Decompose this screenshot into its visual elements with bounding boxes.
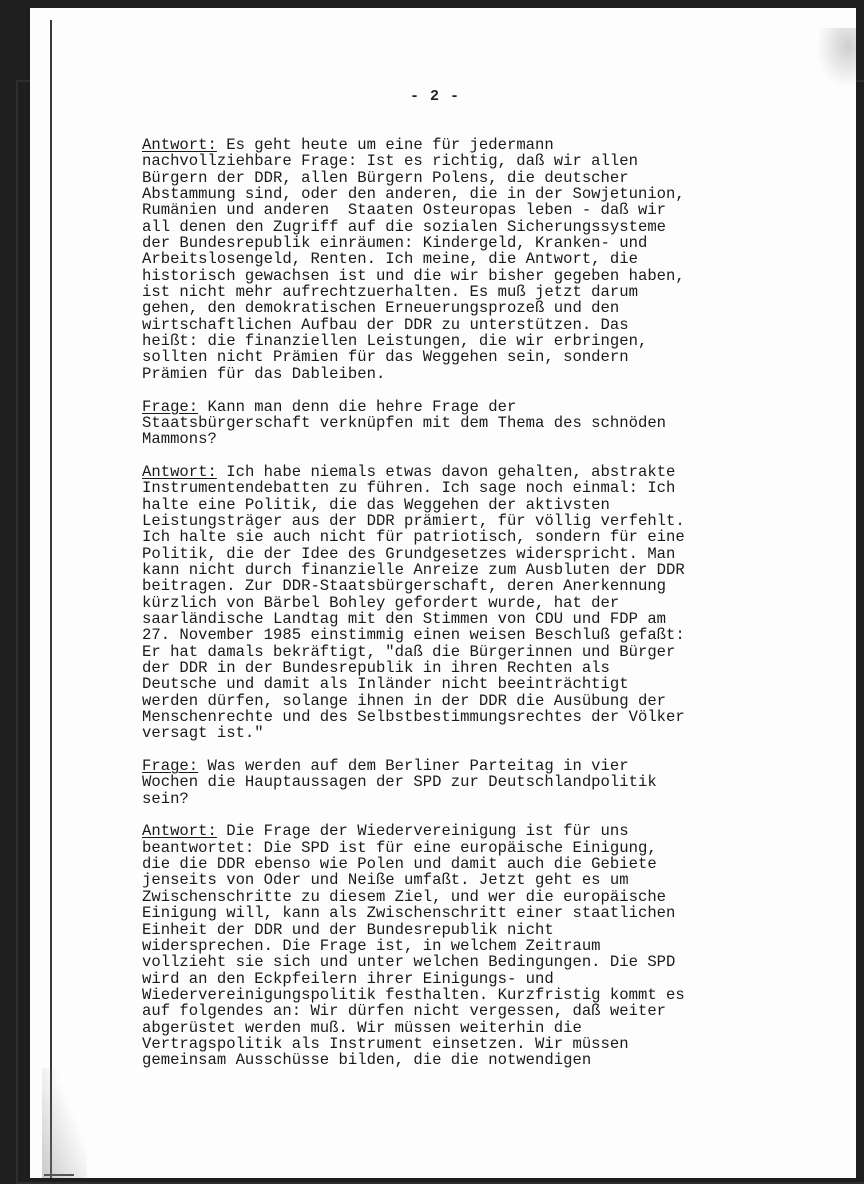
text-line: wirtschaftlichen Aufbau der DDR zu unterstützen. Das xyxy=(142,315,629,334)
text-line: 27. November 1985 einstimmig einen weisen Beschluß gefaßt: xyxy=(142,626,685,645)
answer-label: Antwort: xyxy=(142,136,217,154)
line-text: Kann man denn die hehre Frage der xyxy=(198,397,517,416)
text-line: Menschenrechte und des Selbstbestimmungsrechtes der Völker xyxy=(142,708,685,727)
text-line: heißt: die finanziellen Leistungen, die wir erbringen, xyxy=(142,332,648,351)
text-line xyxy=(142,464,782,480)
question-block xyxy=(142,758,782,807)
text-line xyxy=(142,758,782,774)
text-line: gehen, den demokratischen Erneuerungsprozeß und den xyxy=(142,299,620,318)
text-line: Rumänien und anderen Staaten Osteuropas leben - daß wir xyxy=(142,201,667,220)
line-text: Was werden auf dem Berliner Parteitag in vier xyxy=(198,757,629,776)
text-line: sein? xyxy=(142,789,189,808)
text-line: nachvollziehbare Frage: Ist es richtig, daß wir allen xyxy=(142,152,638,171)
page-number: - 2 - xyxy=(410,88,461,105)
text-line: der DDR in der Bundesrepublik in ihren Rechten als xyxy=(142,659,610,677)
text-line: Wiedervereinigungspolitik festhalten. Kurzfristig kommt es xyxy=(142,985,685,1004)
line-text: Es geht heute um eine für jedermann xyxy=(216,136,554,154)
text-line: Instrumentendebatten zu führen. Ich sage noch einmal: Ich xyxy=(142,479,676,498)
text-line: Er hat damals bekräftigt, "daß die Bürgerinnen und Bürger xyxy=(142,642,676,661)
text-line: widersprechen. Die Frage ist, in welchem Zeitraum xyxy=(142,936,601,955)
document-page xyxy=(30,8,856,1178)
text-line: Einheit der DDR und der Bundesrepublik nicht xyxy=(142,920,554,939)
text-line xyxy=(142,399,782,415)
margin-rule xyxy=(50,20,52,1178)
text-line: der Bundesrepublik einräumen: Kindergeld, Kranken- und xyxy=(142,234,648,253)
text-line: Arbeitslosengeld, Renten. Ich meine, die Antwort, die xyxy=(142,250,638,269)
answer-label: Antwort: xyxy=(142,462,217,481)
text-line: jenseits von Oder und Neiße umfaßt. Jetzt geht es um xyxy=(142,871,629,890)
question-label: Frage: xyxy=(142,397,199,416)
text-line: sollten nicht Prämien für das Weggehen sein, sondern xyxy=(142,348,629,367)
answer-block xyxy=(142,464,782,742)
answer-block xyxy=(142,137,782,382)
text-line: Bürgern der DDR, allen Bürgern Polens, die deutscher xyxy=(142,168,629,187)
text-line: kürzlich von Bärbel Bohley gefordert wurde, hat der xyxy=(142,593,620,612)
text-line: all denen den Zugriff auf die sozialen Sicherungssysteme xyxy=(142,217,667,236)
text-line: Deutsche und damit als Inländer nicht beeinträchtigt xyxy=(142,675,629,694)
text-line: Staatsbürgerschaft verknüpfen mit dem Thema des schnöden xyxy=(142,413,667,432)
text-line: Abstammung sind, oder den anderen, die in der Sowjetunion, xyxy=(142,185,685,204)
line-text: Die Frage der Wiedervereinigung ist für uns xyxy=(216,822,629,841)
text-line: beitragen. Zur DDR-Staatsbürgerschaft, deren Anerkennung xyxy=(142,577,667,596)
line-text: Ich habe niemals etwas davon gehalten, abstrakte xyxy=(216,462,676,481)
answer-block xyxy=(142,823,782,1068)
text-line: versagt ist." xyxy=(142,724,264,743)
text-line: die die DDR ebenso wie Polen und damit auch die Gebiete xyxy=(142,855,657,874)
text-line: gemeinsam Ausschüsse bilden, die die notwendigen xyxy=(142,1051,592,1070)
answer-label: Antwort: xyxy=(142,822,217,841)
text-line: kann nicht durch finanzielle Anreize zum Ausbluten der DDR xyxy=(142,560,685,579)
text-line: historisch gewachsen ist und die wir bisher gegeben haben, xyxy=(142,266,685,285)
question-block xyxy=(142,399,782,448)
text-line: Politik, die der Idee des Grundgesetzes widerspricht. Man xyxy=(142,544,676,563)
text-line: abgerüstet werden muß. Wir müssen weiterhin die xyxy=(142,1018,582,1037)
document-body xyxy=(142,137,782,1085)
text-line: Prämien für das Dableiben. xyxy=(142,364,386,383)
text-line: Einigung will, kann als Zwischenschritt einer staatlichen xyxy=(142,904,676,923)
text-line: Vertragspolitik als Instrument einsetzen. Wir müssen xyxy=(142,1034,629,1053)
text-line: beantwortet: Die SPD ist für eine europäische Einigung, xyxy=(142,838,657,857)
question-label: Frage: xyxy=(142,757,199,776)
text-line: halte eine Politik, die das Weggehen der aktivsten xyxy=(142,495,610,514)
text-line xyxy=(142,137,782,153)
text-line: Mammons? xyxy=(142,430,217,449)
text-line: auf folgendes an: Wir dürfen nicht vergessen, daß weiter xyxy=(142,1002,667,1021)
text-line: wird an den Eckpfeilern ihrer Einigungs- und xyxy=(142,969,554,988)
text-line: Wochen die Hauptaussagen der SPD zur Deutschlandpolitik xyxy=(142,773,657,792)
scan-edge-mark xyxy=(44,1174,74,1176)
scan-noise-bottom-left xyxy=(42,1068,87,1178)
text-line: vollzieht sie sich und unter welchen Bedingungen. Die SPD xyxy=(142,953,676,972)
text-line: ist nicht mehr aufrechtzuerhalten. Es muß jetzt darum xyxy=(142,283,638,302)
text-line: Ich halte sie auch nicht für patriotisch, sondern für eine xyxy=(142,528,685,547)
text-line: saarländische Landtag mit den Stimmen von CDU und FDP am xyxy=(142,609,667,628)
text-line: Zwischenschritte zu diesem Ziel, und wer die europäische xyxy=(142,887,667,906)
text-line: werden dürfen, solange ihnen in der DDR die Ausübung der xyxy=(142,691,667,710)
scan-noise-top-right xyxy=(816,28,856,88)
text-line xyxy=(142,823,782,839)
text-line: Leistungsträger aus der DDR prämiert, für völlig verfehlt. xyxy=(142,511,685,530)
